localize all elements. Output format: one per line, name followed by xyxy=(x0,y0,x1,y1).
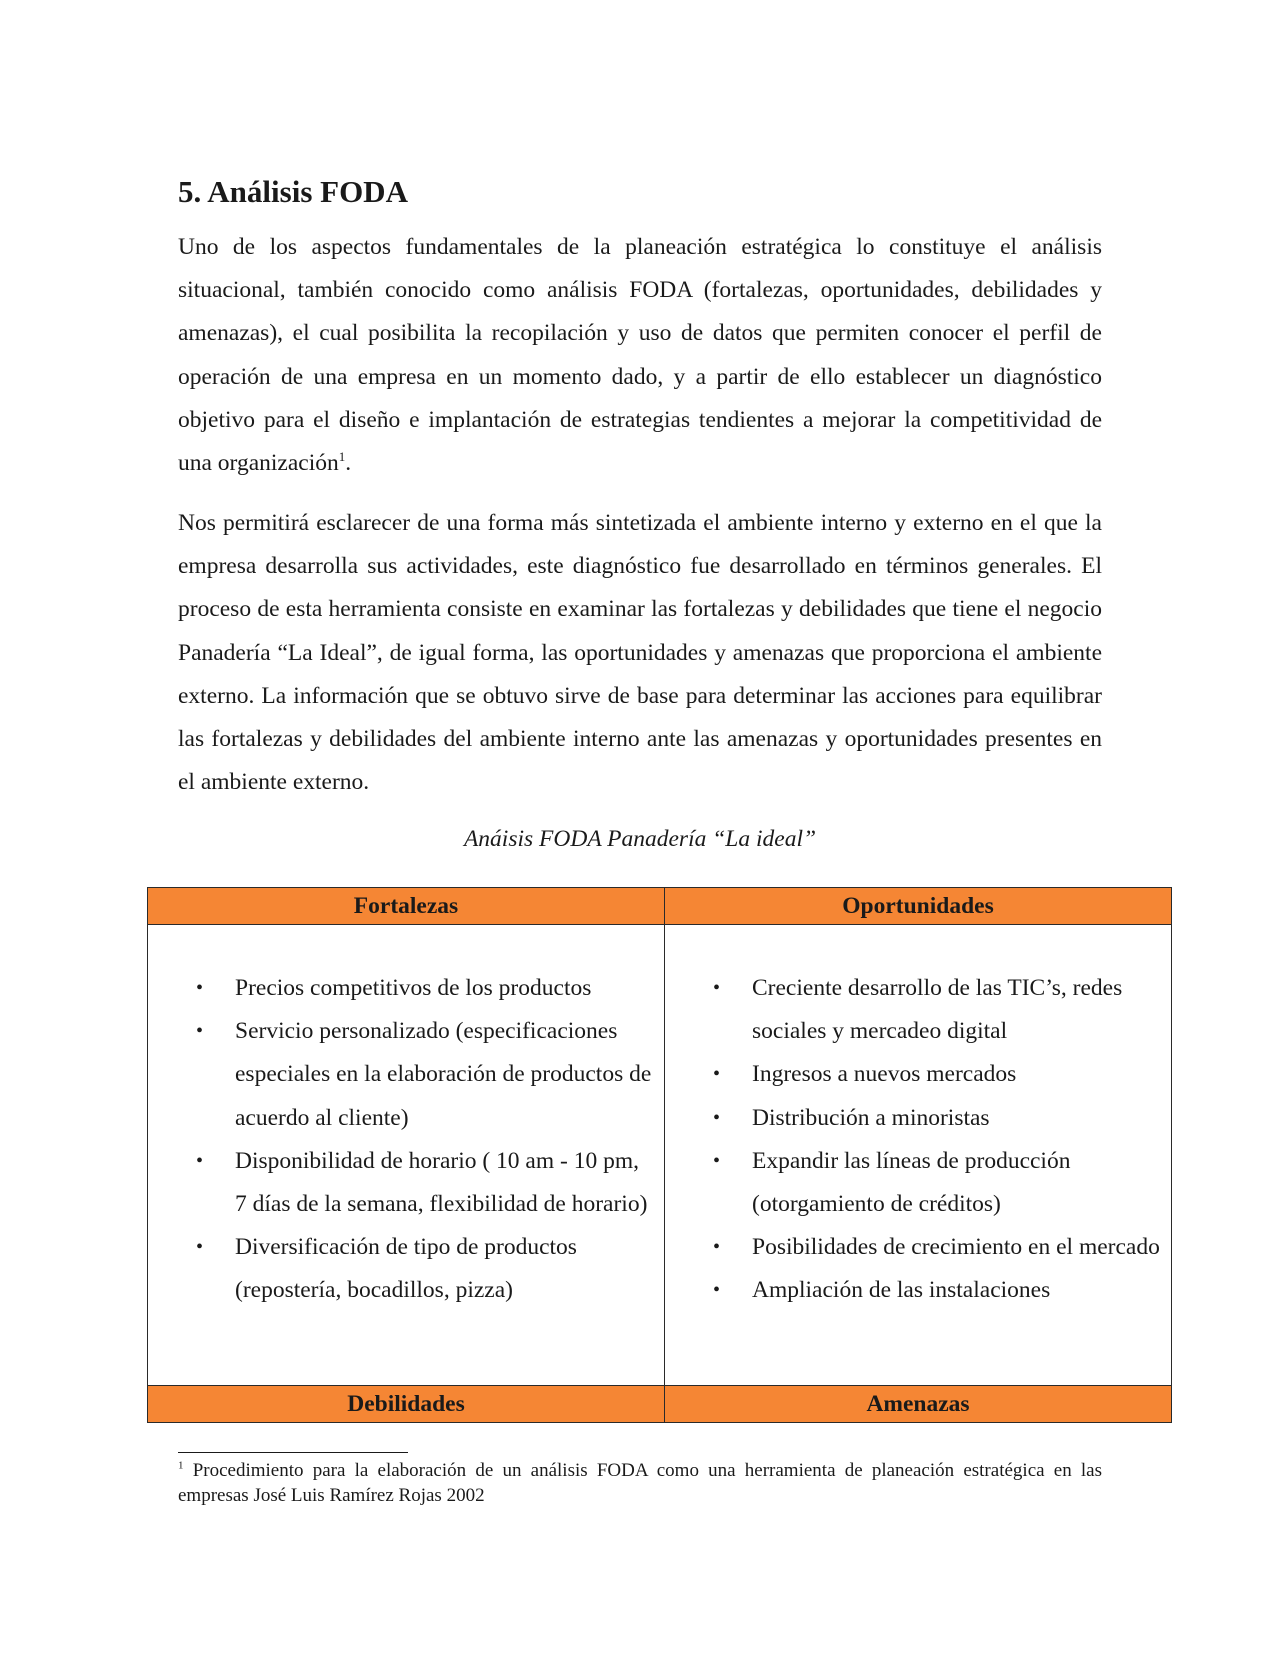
list-item xyxy=(665,1226,1171,1269)
paragraph-description: Nos permitirá esclarecer de una forma más sintetizada el ambiente interno y externo en el que la empresa desarrolla sus actividades, este diagnóstico fue desarrollado en términos generales. El proceso de esta herramienta consiste en examinar las fortalezas y debilidades que tiene el negocio Panadería “La Ideal”, de igual forma, las oportunidades y amenazas que proporciona el ambiente externo. La información que se obtuvo sirve de base para determinar las acciones para equilibrar las fortalezas y debilidades del ambiente interno ante las amenazas y oportunidades presentes en el ambiente externo. xyxy=(178,510,1102,796)
fortalezas-list xyxy=(148,925,664,1313)
bullet-icon: • xyxy=(713,1236,721,1259)
list-item xyxy=(665,967,1171,1053)
paragraph-intro xyxy=(178,226,1102,485)
paragraph-intro-end: . xyxy=(345,450,352,477)
list-item xyxy=(665,1269,1171,1312)
list-item-text: Distribución a minoristas xyxy=(752,1104,990,1131)
footnote-text: Procedimiento para la elaboración de un análisis FODA como una herramienta de planeación estratégica en las empresas José Luis Ramírez Rojas 2002 xyxy=(178,1460,1102,1506)
paragraph-intro-text: Uno de los aspectos fundamentales de la planeación estratégica lo constituye el análisis situacional, también conocido como análisis FODA (fortalezas, oportunidades, debilidades y amenazas), el cual posibilita la recopilación y uso de datos que permiten conocer el perfil de operación de una empresa en un momento dado, y a partir de ello establecer un diagnóstico objetivo para el diseño e implantación de estrategias tendientes a mejorar la competitividad de una organización xyxy=(178,234,1102,477)
oportunidades-list xyxy=(665,925,1171,1313)
list-item xyxy=(665,1053,1171,1096)
list-item xyxy=(148,967,664,1010)
cell-oportunidades xyxy=(665,925,1172,1386)
header-fortalezas: Fortalezas xyxy=(148,888,665,925)
header-debilidades: Debilidades xyxy=(148,1386,665,1423)
list-item-text: Expandir las líneas de producción (otorgamiento de créditos) xyxy=(752,1147,1071,1218)
bullet-icon: • xyxy=(713,1063,721,1086)
footnote xyxy=(178,1458,1102,1508)
list-item-text: Creciente desarrollo de las TIC’s, redes sociales y mercadeo digital xyxy=(752,975,1123,1045)
list-item xyxy=(665,1140,1171,1226)
table-header-row-top xyxy=(148,888,1172,925)
bullet-icon: • xyxy=(713,1149,721,1172)
foda-table xyxy=(147,887,1172,1423)
list-item xyxy=(148,1226,664,1312)
bullet-icon: • xyxy=(196,1149,204,1172)
list-item xyxy=(665,1097,1171,1140)
footnote-reference[interactable]: 1 xyxy=(338,449,346,465)
header-amenazas: Amenazas xyxy=(665,1386,1172,1423)
list-item xyxy=(148,1010,664,1140)
list-item-text: Servicio personalizado (especificaciones especiales en la elaboración de productos de acuerdo al cliente) xyxy=(235,1018,652,1131)
section-heading: 5. Análisis FODA xyxy=(178,174,408,209)
bullet-icon: • xyxy=(713,1106,721,1129)
bullet-icon: • xyxy=(196,977,204,999)
bullet-icon: • xyxy=(713,1279,721,1302)
list-item-text: Ingresos a nuevos mercados xyxy=(752,1061,1017,1088)
table-header-row-bottom xyxy=(148,1386,1172,1423)
bullet-icon: • xyxy=(713,977,721,999)
list-item xyxy=(148,1140,664,1226)
list-item-text: Disponibilidad de horario ( 10 am - 10 pm, 7 días de la semana, flexibilidad de horario) xyxy=(235,1147,648,1218)
list-item-text: Posibilidades de crecimiento en el mercado xyxy=(752,1234,1160,1261)
list-item-text: Ampliación de las instalaciones xyxy=(752,1277,1051,1304)
table-body-row xyxy=(148,925,1172,1386)
footnote-number: 1 xyxy=(178,1459,184,1472)
table-caption: Anáisis FODA Panadería “La ideal” xyxy=(463,826,817,852)
list-item-text: Precios competitivos de los productos xyxy=(235,975,592,1001)
cell-fortalezas xyxy=(148,925,665,1386)
list-item-text: Diversificación de tipo de productos (repostería, bocadillos, pizza) xyxy=(235,1234,577,1304)
bullet-icon: • xyxy=(196,1020,204,1043)
header-oportunidades: Oportunidades xyxy=(665,888,1172,925)
footnote-divider xyxy=(178,1452,408,1453)
bullet-icon: • xyxy=(196,1236,204,1259)
